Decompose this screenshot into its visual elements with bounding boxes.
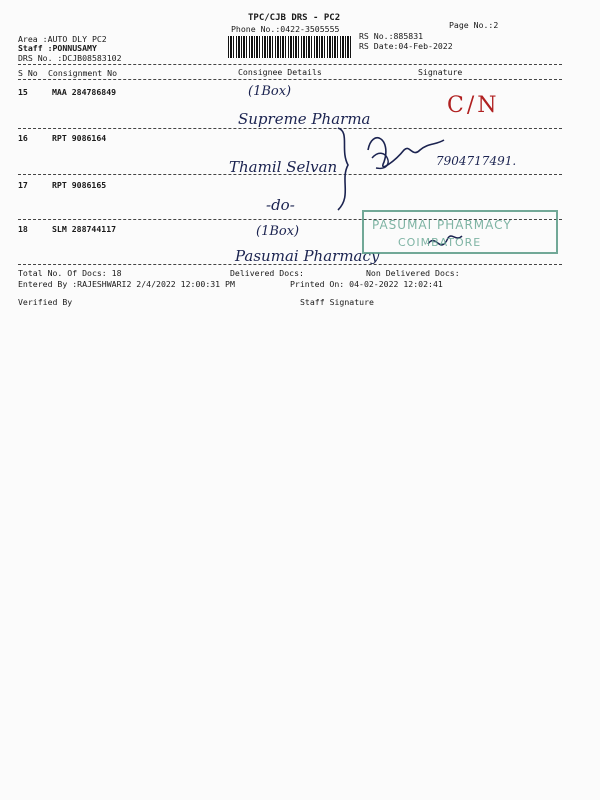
verified-by: Verified By xyxy=(18,297,73,307)
col-consignee: Consignee Details xyxy=(238,67,322,77)
area-field: Area :AUTO DLY PC2 xyxy=(18,34,107,44)
row-sno: 16 xyxy=(18,133,28,143)
signature-loop xyxy=(372,153,388,168)
document-title: TPC/CJB DRS - PC2 xyxy=(248,13,341,23)
non-delivered-docs: Non Delivered Docs: xyxy=(366,268,460,278)
drs-number: DRS No. :DCJB08583102 xyxy=(18,53,122,63)
stamp-line: PASUMAI PHARMACY xyxy=(372,218,512,232)
col-consignment: Consignment No xyxy=(48,68,118,78)
row-consignment: RPT 9086164 xyxy=(52,133,107,143)
handwritten-box-count: (1Box) xyxy=(256,224,300,239)
delivered-docs: Delivered Docs: xyxy=(230,268,304,278)
stamp-line: COIMBATORE xyxy=(398,236,482,249)
col-signature: Signature xyxy=(418,67,463,77)
handwritten-phone: 7904717491. xyxy=(436,154,517,168)
row-consignment: MAA 284786849 xyxy=(52,87,117,97)
rs-number: RS No.:885831 xyxy=(359,31,424,41)
staff-field: Staff :PONNUSAMY xyxy=(18,43,97,53)
row-sno: 15 xyxy=(18,87,28,97)
printed-on: Printed On: 04-02-2022 12:02:41 xyxy=(290,279,443,289)
row-sno: 17 xyxy=(18,180,28,190)
col-sno: S No xyxy=(18,68,38,78)
handwritten-cn-mark: C/N xyxy=(447,93,500,118)
handwritten-consignee: Thamil Selvan xyxy=(229,158,338,176)
pharmacy-stamp xyxy=(362,210,558,254)
total-docs: Total No. Of Docs: 18 xyxy=(18,268,122,278)
row-consignment: RPT 9086165 xyxy=(52,180,107,190)
handwritten-ditto: -do- xyxy=(266,196,295,214)
handwritten-consignee: Pasumai Pharmacy xyxy=(235,247,380,265)
phone-number: Phone No.:0422-3505555 xyxy=(231,24,340,34)
row-sno: 18 xyxy=(18,224,28,234)
staff-signature-label: Staff Signature xyxy=(300,297,374,307)
rs-date: RS Date:04-Feb-2022 xyxy=(359,41,453,51)
entered-by: Entered By :RAJESHWARI2 2/4/2022 12:00:31 PM xyxy=(18,279,235,289)
signature-scribble xyxy=(368,138,444,167)
handwritten-consignee: Supreme Pharma xyxy=(238,110,371,128)
page-number: Page No.:2 xyxy=(449,20,499,30)
row-consignment: SLM 288744117 xyxy=(52,224,117,234)
brace-mark xyxy=(338,128,348,210)
handwritten-box-count: (1Box) xyxy=(248,84,292,99)
